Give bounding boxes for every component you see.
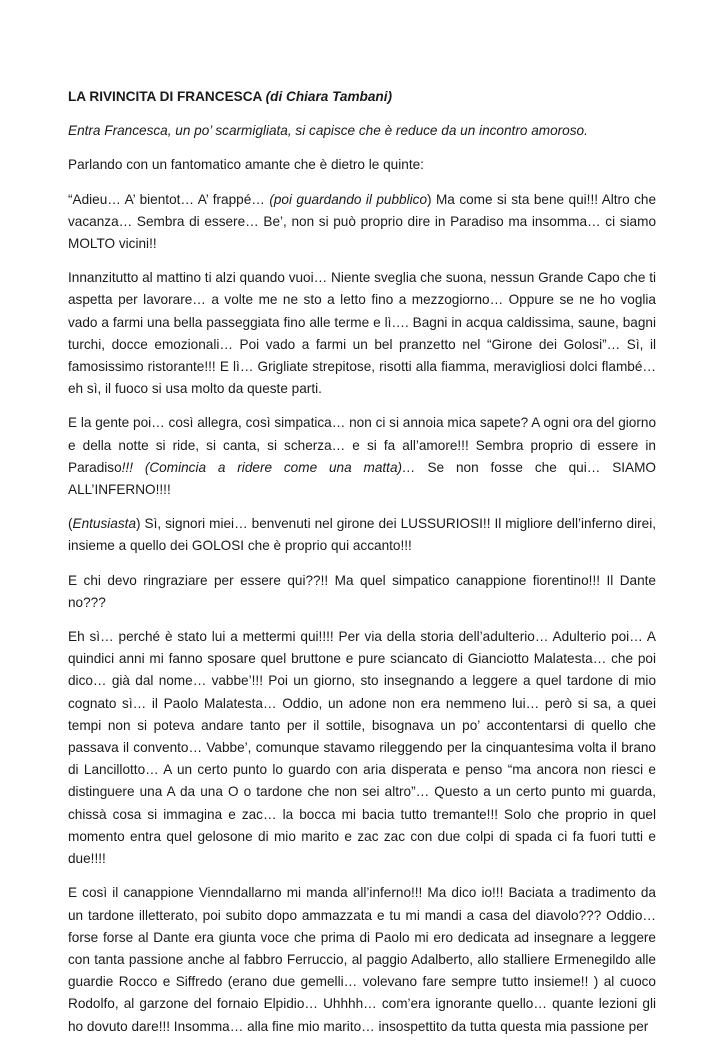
paragraph-1-part-c: ) Ma come si sta bene qui!!! Altro che vacanza… Sembra di essere… Be’, non si può proprio dire in Paradiso ma insomma… ci siamo MOLTO vicini!! <box>68 191 657 252</box>
paragraph-1-part-a: “Adieu… A’ bientot… A’ frappé… <box>68 191 270 207</box>
paragraph-7: E così il canappione Vienndallarno mi manda all’inferno!!! Ma dico io!!! Baciata a tradimento da un tardone illetterato, poi subito dopo ammazzata e tu mi mandi a casa del diavolo??? Oddio… forse forse al Dante era giunta voce che prima di Paolo mi ero dedicata ad insegnare a leggere con tanta passione anche al fabbro Ferruccio, al paggio Adalberto, allo stalliere Ermenegildo alle guardie Rocco e Siffredo (erano due gemelli… volevano fare sempre tutto insieme!! ) al cuoco Rodolfo, al garzone del fornaio Elpidio… Uhhhh… com’era ignorante quello… quante lezioni gli ho dovuto dare!!! Insomma… alla fine mio marito… insospettito da tutta questa mia passione per <box>68 885 656 1034</box>
paragraph-4-italic: Entusiasta <box>72 516 137 532</box>
paragraph-3-italic: !!! (Comincia a ridere come una matta)… <box>121 459 416 475</box>
paragraph-1 <box>68 189 656 256</box>
paragraph-3-part-c: Se non fosse che qui… SIAMO ALL’INFERNO!!!! <box>68 459 657 498</box>
paragraph-1-italic: (poi guardando il pubblico <box>269 191 428 207</box>
intro-line: Parlando con un fantomatico amante che è dietro le quinte: <box>68 157 424 173</box>
paragraph-6: Eh sì… perché è stato lui a mettermi qui!!!! Per via della storia dell’adulterio… Adulterio poi… A quindici anni mi fanno sposare quel bruttone e pure sciancato di Gianciotto Malatesta… che poi dico… già dal nome… vabbe’!!! Poi un giorno, sto insegnando a leggere a quel tardone di mio cognato sì… il Paolo Malatesta… Oddio, un adone non era nemmeno lui… però si sa, a quei tempi non si poteva andare tanto per il sottile, bisognava un po’ accontentarsi di quello che passava il convento… Vabbe’, comunque stavamo rileggendo per la cinquantesima volta il brano di Lancillotto… A un certo punto lo guardo con aria disperata e penso “ma ancora non riesci e distinguere una A da una O o tardone che non sei altro”… Questo a un certo punto mi guarda, chissà cosa si immagina e zac… la bocca mi bacia tutto tremante!!! Solo che proprio in quel momento entra quel gelosone di mio marito e zac zac con due colpi di spada ci fa fuori tutti e due!!!! <box>68 629 656 867</box>
paragraph-3 <box>68 412 656 501</box>
title-main: LA RIVINCITA DI FRANCESCA <box>68 89 262 104</box>
paragraph-2: Innanzitutto al mattino ti alzi quando vuoi… Niente sveglia che suona, nessun Grande Capo che ti aspetta per lavorare… a volte me ne sto a letto fino a mezzogiorno… Oppure se ne ho voglia vado a farmi una bella passeggiata fino alle terme e lì…. Bagni in acqua caldissima, saune, bagni turchi, docce emozionali… Poi vado a farmi un bel pranzetto nel “Girone dei Golosi”… Sì, il famosissimo ristorante!!! E lì… Grigliate strepitose, risotti alla fiamma, meravigliosi dolci flambé… eh sì, il fuoco si usa molto da queste parti. <box>68 270 656 397</box>
document-title <box>68 86 656 108</box>
stage-direction <box>68 120 656 142</box>
paragraph-4-part-c: ) Sì, signori miei… benvenuti nel girone dei LUSSURIOSI!! Il migliore dell’inferno direi, insieme a quello dei GOLOSI che è proprio qui accanto!!! <box>68 516 656 554</box>
paragraph-4 <box>68 513 656 557</box>
paragraph-5: E chi devo ringraziare per essere qui??!! Ma quel simpatico canappione fiorentino!!! Il Dante no??? <box>68 572 656 610</box>
document-page <box>68 86 656 1050</box>
stage-direction-text: Entra Francesca, un po’ scarmigliata, si capisce che è reduce da un incontro amoroso. <box>68 123 588 139</box>
paragraph-3-part-a: E la gente poi… così allegra, così simpatica… non ci si annoia mica sapete? A ogni ora del giorno e della notte si ride, si canta, si scherza… e si fa all’amore!!! Sembra proprio di essere in Paradiso <box>68 415 656 475</box>
paragraph-4-part-a: ( <box>68 516 73 532</box>
title-author: (di Chiara Tambani) <box>265 89 393 104</box>
